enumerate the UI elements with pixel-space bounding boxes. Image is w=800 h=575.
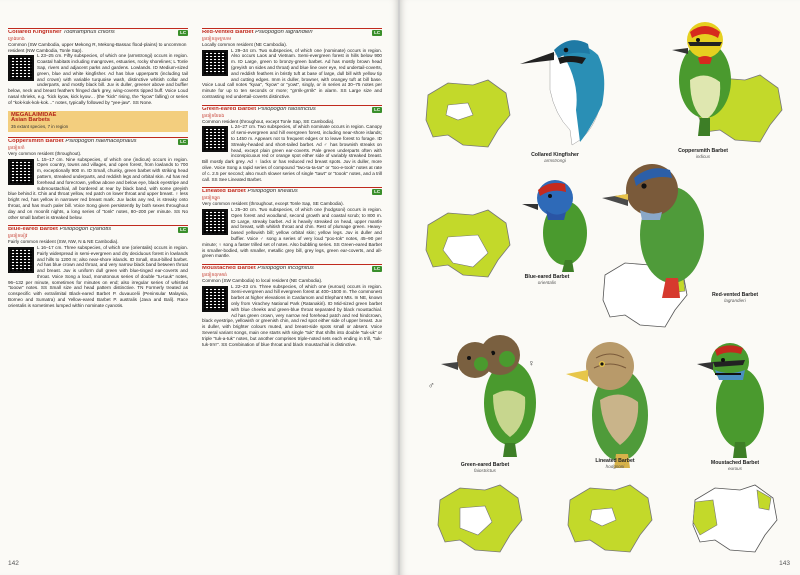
coppersmith-barbet-illustration (660, 10, 750, 140)
iucn-badge: LC (374, 266, 380, 272)
status-text: Very common resident (throughout, except Tonle Sap, SE Cambodia). (202, 201, 344, 207)
species-entry-collared-kingfisher (8, 28, 188, 106)
bird-label-blue-eared-barbet (502, 274, 592, 285)
khmer-name: ត្រចៀកពុកមាត់ (202, 272, 227, 278)
bird-label-moustached-barbet (690, 460, 780, 471)
bird-subspecies: hodgsoni (605, 464, 625, 469)
bird-subspecies: orientalis (537, 280, 557, 285)
species-name: Blue-eared Barbet (8, 227, 58, 233)
status-text: Very common resident (throughout). (8, 150, 82, 156)
qr-code-icon[interactable] (8, 55, 34, 81)
entry-body (202, 284, 382, 348)
species-name: Red-vented Barbet (202, 30, 254, 36)
collared-kingfisher-illustration (510, 20, 620, 150)
iucn-badge: LC (374, 189, 380, 195)
bird-name: Lineated Barbet (595, 458, 635, 464)
species-entry-blue-eared-barbet (8, 225, 188, 308)
species-description: L 25–30 cm. Two subspecies, of which one (hodgsoni) occurs in region. Open forest and woodland, second growth and coastal scrub; to 800 m. ID Large, streaky barbet. Ad is heavily streaked on head, upper mantle and breast, with whitish throat and chin. Rest of plumage green. Heavy-based yellowish bill; yellow orbital skin; yellow legs. Juv is duller and buffier. Voice ♂ song a series of very loud "poo-tok" notes, 45–90 per minute; ♀ song a faster trilled set of notes. Also bubbling series. SS Green-eared Barbet is smaller-bodied, with smaller, metallic grey bill, grey legs, green ear-coverts, and all-green mantle. (202, 206, 382, 259)
iucn-badge: LC (374, 30, 380, 35)
bird-label-green-eared-barbet (440, 462, 530, 473)
entry-header (8, 137, 188, 145)
species-description: L 22–23 cm. Three subspecies, of which one (eurous) occurs in region. Semi-evergreen and hill evergreen forest at 400–1500 m. The commonest barbet at higher elevations in Cardamom and Elephant Mts. In NE, known only from Virachey National Park (Ratanakiri). ID Mid-sized green barbet with blue cheeks and green-blue throat separated by black moustachial. Ad has green crown, very narrow red forehead patch and red hindcrown, black eyestripe, yellowish or greenish chin, and red spot either side of upper breast. Juv is duller, with brighter colours muted, and breast-side spots small or absent. Voice Several variant songs, main one starts with single "tuk" that shifts into double "tuk-uk" or triple "tuk-a-tuk" notes, but another comprises triple-noted sets each ending in trill, "tuk-tuk-trrrr". SS Combination of blue throat and black moustachial is distinctive. (202, 283, 382, 347)
khmer-name: ត្រចៀកកាំ (8, 144, 25, 150)
status-text: Common (SW Cambodia) to local resident (NE Cambodia). (202, 277, 323, 283)
entry-header (8, 28, 188, 36)
bird-name: Green-eared Barbet (460, 462, 510, 468)
entry-body (8, 245, 188, 309)
range-map-lineated-barbet (560, 480, 660, 560)
species-entry-red-vented-barbet (202, 28, 382, 100)
lineated-barbet-illustration (560, 330, 670, 470)
bird-subspecies: indicus (695, 154, 711, 159)
status-text: Common (SW Cambodia, upper Mekong R, Mekong-Bassac flood-plains) to uncommon resident (NW Cambodia, Tonle Sap). (8, 41, 187, 53)
moustached-barbet-illustration (685, 330, 785, 460)
family-species-count: 35 extant species, 7 in region (11, 124, 69, 130)
species-entry-moustached-barbet (202, 264, 382, 347)
species-name: Green-eared Barbet (202, 106, 257, 112)
khmer-name: ត្រចៀកបៃតង (202, 112, 225, 118)
bird-label-lineated-barbet (570, 458, 660, 469)
left-column-2 (202, 28, 382, 352)
page-number-left: 142 (8, 560, 19, 567)
iucn-badge: LC (180, 30, 186, 35)
male-symbol: ♂ (428, 380, 435, 390)
entry-body (202, 48, 382, 100)
species-description: L 23–25 cm. Fifty subspecies, of which one (armstrongi) occurs in region. Coastal habitats including mangroves, estuaries, rocky shorelines; L Tonle Sap, rivers and adjacent parks and gardens. Lowlands. ID Medium-sized green, blue and white kingfisher. Ad has blue upperparts (including tail and crown) with variable turquoise wash, distinctive whitish collar and underparts, and mostly black bill. Juv is duller, greener above and buffier below, neck and breast feathers fringed dark grey, wing-coverts tipped buff. Voice Loud nasal shrieks, e.g. "kick kyow, kick kyow… (the "kick" rising, the "kyow" falling) or series of "kok-kok-kok-kok…" notes, typically followed by "yee-jaw". SS None. (8, 53, 188, 105)
qr-code-icon[interactable] (202, 286, 228, 312)
bird-name: Collared Kingfisher (531, 152, 579, 158)
species-description: L 15–17 cm. Nine subspecies, of which one (indicus) occurs in region. Open country, towns and villages, and open forest, from lowlands to 700 m, exceptionally 900 m. ID Small, chunky, green barbet with striking head pattern, streaked underparts, and reddish legs and orbital skin. Ad has red forehead and forecrown, yellow above and below eye, black eyestripe and submoustachial, all bordered at rear by black band, with some greyish blue behind it. Chin and throat yellow, red patch on lower throat and upper breast. ♀ less bright red, has yellow in narrower red breast mark. Juv lacks any red, is streaky onto throat, and has much paler bill. Voice Song given persistently by both sexes throughout day and on moonlit nights, a long series of "tonk" notes, 80–200 per minute. SS No other small barbet is streaked below. (8, 156, 188, 220)
page-number-right: 143 (779, 560, 790, 567)
status-text: Fairly common resident (SW, NW, N & NE Cambodia). (8, 239, 119, 245)
range-map-collared-kingfisher (418, 75, 518, 155)
species-entry-coppersmith-barbet (8, 137, 188, 220)
bird-name: Blue-eared Barbet (524, 274, 570, 280)
female-symbol: ♀ (528, 358, 535, 368)
green-eared-barbet-female-head-illustration (425, 330, 515, 400)
red-vented-barbet-illustration (600, 150, 730, 300)
species-latin: Psilopogon cyanotis (59, 227, 112, 233)
species-name: Moustached Barbet (202, 266, 256, 272)
iucn-badge: LC (180, 227, 186, 233)
status-text: Locally common resident (NE Cambodia). (202, 41, 288, 47)
species-name: Collared Kingfisher (8, 30, 62, 36)
species-latin: Psilopogon lagrandieri (255, 30, 313, 36)
bird-subspecies: lagrandieri (724, 298, 746, 303)
species-latin: Todiramphus chloris (63, 30, 115, 36)
species-description: L 29–34 cm. Two subspecies, of which one (nominate) occurs in region. Also occurs Laos and Vietnam. Semi-evergreen forest in hills below 900 m. ID Large, green to bronzy-green barbet. Ad has mostly brown head (greyish on sides and throat) and blue line over eye, red undertail-coverts, and reddish feathers in bristly tuft at base of large, dull bill with yellow tip and cutting edges. Imm is duller, browner, with orangey tuft at bill base. Voice Loud call notes "kyaa", "kyow" or "yowt", singly, or in series at 30–75 notes per minute for up to ten seconds or more; "grrrik-grrrik" in alarm. SS Large size and contrasting red undertail-coverts distinctive. (202, 47, 382, 99)
bird-subspecies: armstrongi (544, 158, 566, 163)
species-entry-lineated-barbet (202, 187, 382, 259)
range-map-blue-eared-barbet (418, 205, 518, 285)
species-latin: Psilopogon incognitus (257, 266, 314, 272)
bird-label-red-vented-barbet (690, 292, 780, 303)
iucn-badge: LC (180, 138, 186, 144)
left-column-1 (8, 28, 188, 314)
bird-name: Coppersmith Barbet (678, 148, 728, 154)
qr-code-icon[interactable] (8, 159, 34, 185)
species-name: Coppersmith Barbet (8, 139, 64, 145)
entry-body (8, 157, 188, 221)
range-map-moustached-barbet (685, 480, 785, 560)
entry-body (8, 53, 188, 105)
entry-header (8, 225, 188, 233)
khmer-name: ត្រចៀកឆ្នូត (202, 195, 220, 201)
qr-code-icon[interactable] (202, 209, 228, 235)
species-title (202, 107, 316, 113)
entry-header (202, 264, 382, 272)
entry-body (202, 207, 382, 259)
entry-header (202, 28, 382, 36)
bird-label-collared-kingfisher (510, 152, 600, 163)
bird-name: Red-vented Barbet (711, 292, 759, 298)
family-common-name: Asian Barbets (11, 117, 50, 124)
bird-subspecies: eurous (727, 466, 743, 471)
status-text: Common resident (throughout, except Tonle Sap, SE Cambodia). (202, 118, 335, 124)
species-latin: Psilopogon haemacephalus (65, 139, 137, 145)
khmer-name: ត្រចៀកខៀវ (8, 233, 28, 239)
species-title (8, 139, 137, 145)
iucn-badge: LC (374, 106, 380, 112)
qr-code-icon[interactable] (202, 126, 228, 152)
qr-code-icon[interactable] (8, 247, 34, 273)
family-header (8, 111, 188, 132)
species-entry-green-eared-barbet (202, 105, 382, 183)
left-page (0, 0, 398, 575)
entry-header (202, 187, 382, 195)
family-name: MEGALAIMIDAE (11, 111, 57, 118)
right-page (400, 0, 800, 575)
species-description: L 16–17 cm. Three subspecies, of which one (orientalis) occurs in region. Fairly widespread in semi-evergreen and dry deciduous forest in lowlands and hills to 1200 m; also near-shore islands. ID Small, stout-billed barbet. Ad has blue crown and throat, and very narrow black band between throat and breast. Juv is uniform dull green with blue-tinged ear-coverts and throat. Voice Song a loud, monotonous series of double "tu-tuuk" notes, 96–132 per minute, sometimes for minutes on end; also irregular series of whistled "tooow" notes. SS Small size and head pattern distinctive. TN Formerly treated as conspecific with extralimital Black-eared Barbet P. duvaucelii (Peninsular Malaysia, Borneo and Sumatra) and Yellow-eared Barbet P. australis (Java and Bali). Race orientalis is sometimes lumped within nominate cyanotis. (8, 244, 188, 308)
range-map-green-eared-barbet (430, 480, 530, 560)
species-description: L 24–27 cm. Two subspecies, of which nominate occurs in region. Canopy of semi-evergreen and hill evergreen forest, including near-shore islands; to 1450 m. Appears not to frequent edges or to leave forest to forage. ID Streaky-headed and short-tailed barbet. Ad ♂ has brownish streaks on head, except plain green ear-coverts. Pale green underparts often with inconspicuous red or orange spot either side of variably streaked breast. Bill mostly dark grey. Ad ♀ lacks or has reduced red breast spots. Juv is duller, more olive. Voice Song a rapid series of compound "two-ta-ta-tar" or "too-e-took" notes at rate of c. 2.5 per second; also much slower series of single "tawt" or "toook" notes, and a trill call. SS See Lineated Barbet. (202, 124, 382, 182)
species-name: Lineated Barbet (202, 189, 246, 195)
species-latin: Psilopogon lineatus (247, 189, 298, 195)
khmer-name: ត្រចៀកគូទក្រហម (202, 36, 232, 41)
bird-subspecies: faiostrictus (474, 468, 496, 473)
blue-eared-barbet-illustration (510, 168, 605, 273)
bird-name: Moustached Barbet (710, 460, 760, 466)
khmer-name: ក្ដោងកោង (8, 36, 25, 41)
qr-code-icon[interactable] (202, 50, 228, 76)
entry-header (202, 105, 382, 113)
entry-body (202, 124, 382, 182)
species-latin: Psilopogon faiostrictus (257, 106, 316, 112)
